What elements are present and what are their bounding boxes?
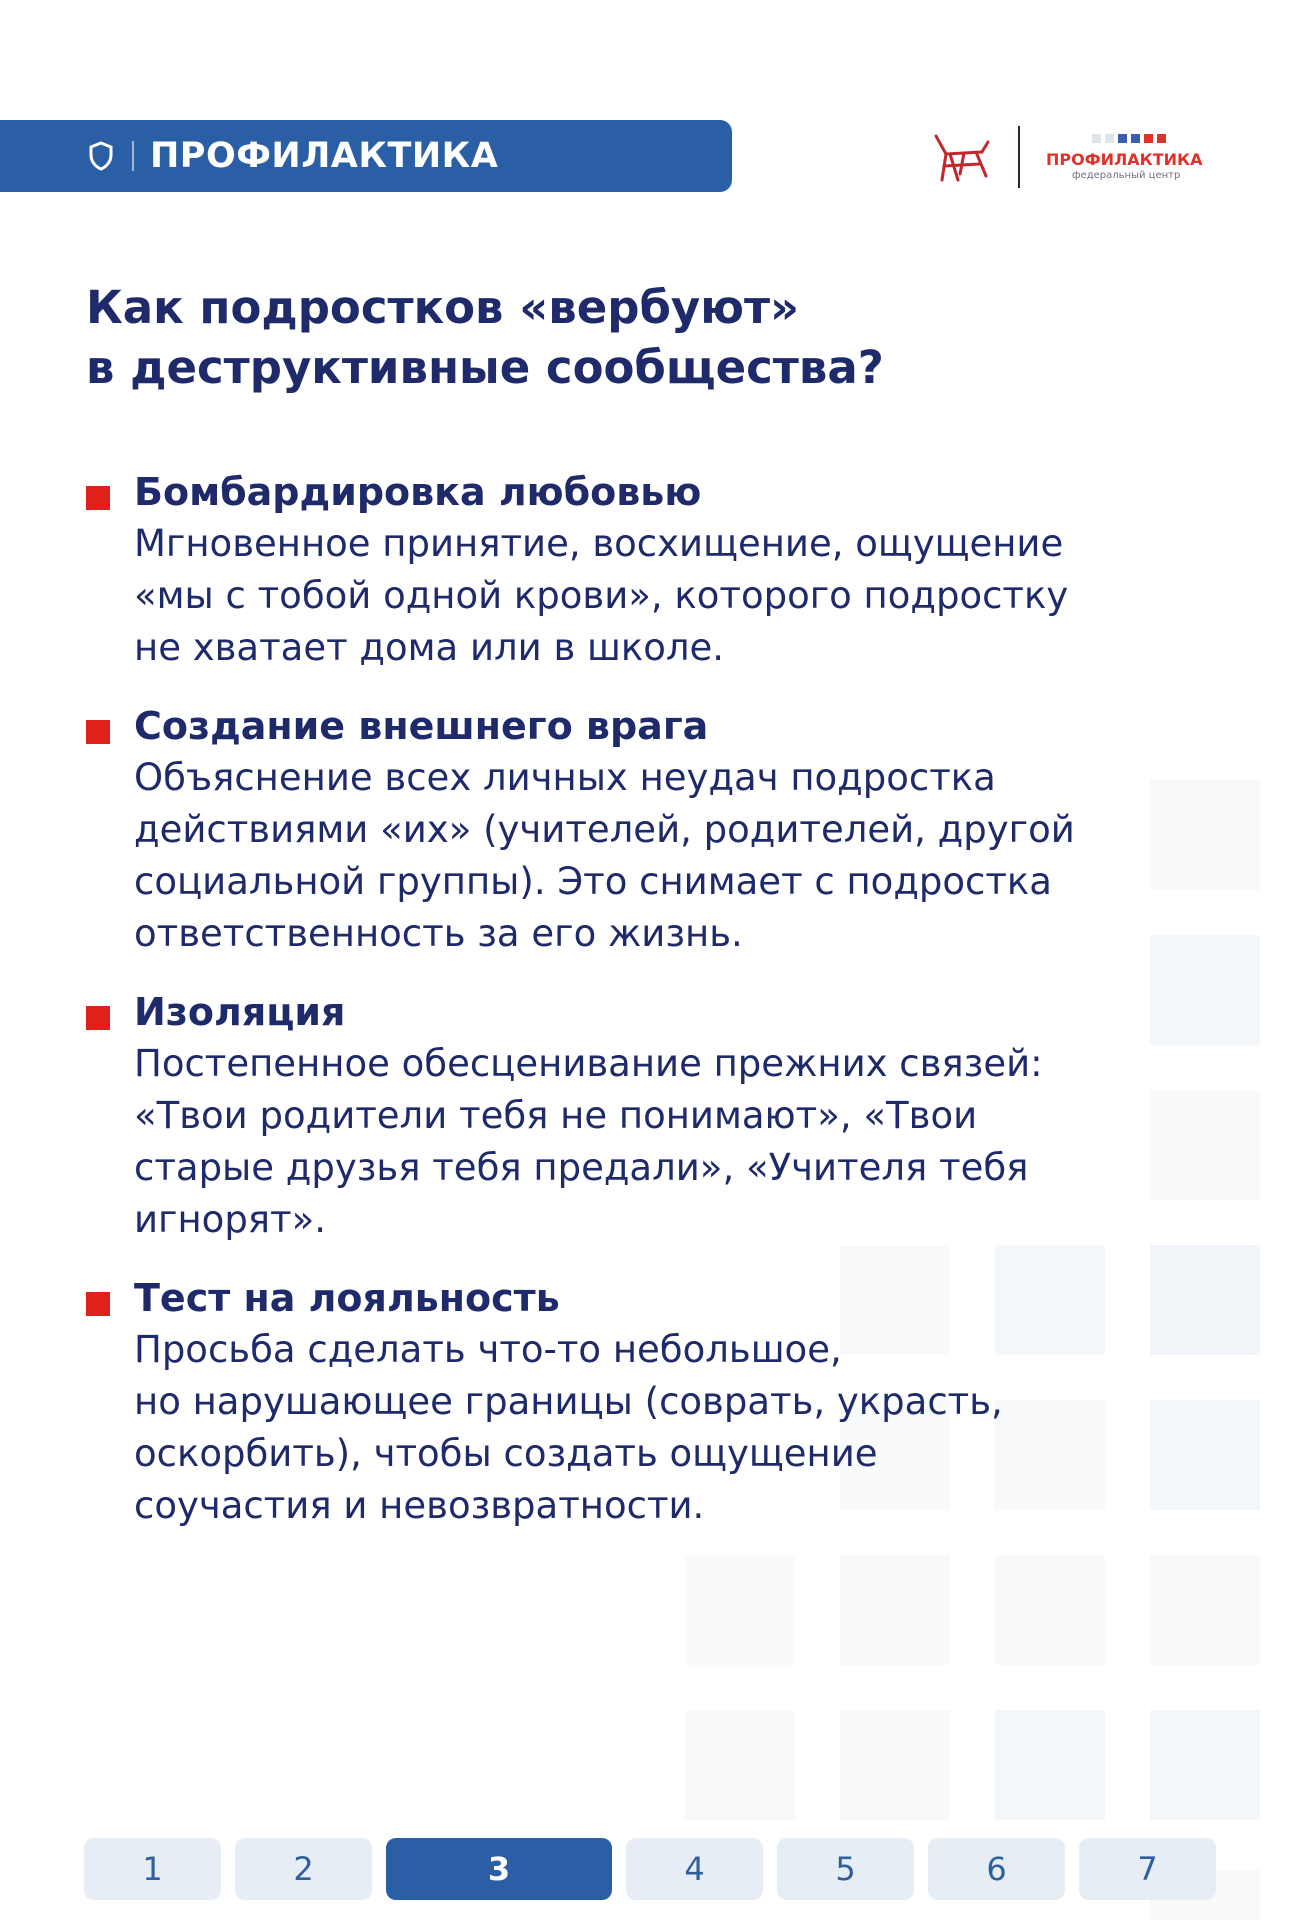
page-button-6[interactable]: 6 <box>928 1838 1065 1900</box>
tactic-title: Тест на лояльность <box>134 1276 560 1320</box>
header-banner <box>0 120 732 192</box>
description-line: Просьба сделать что-то небольшое, <box>134 1328 842 1371</box>
pagination <box>84 1838 1220 1902</box>
tactic-item <box>86 700 1226 960</box>
tactic-title: Бомбардировка любовью <box>134 470 702 514</box>
description-line: Мгновенное принятие, восхищение, ощущение <box>134 522 1064 565</box>
page-button-5[interactable]: 5 <box>777 1838 914 1900</box>
red-square-bullet-icon <box>86 1292 110 1316</box>
page-button-4[interactable]: 4 <box>626 1838 763 1900</box>
tactic-description <box>134 518 1226 674</box>
description-line: социальной группы). Это снимает с подростка <box>134 860 1052 903</box>
logo-divider <box>1018 126 1020 188</box>
description-line: но нарушающее границы (соврать, украсть, <box>134 1380 1003 1423</box>
tactic-item <box>86 466 1226 674</box>
page-button-3-current[interactable]: 3 <box>386 1838 612 1900</box>
logo-subtitle: федеральный центр <box>1072 170 1181 181</box>
page-title <box>86 278 1136 398</box>
tactic-title: Изоляция <box>134 990 346 1034</box>
tactics-list <box>86 466 1226 1558</box>
tactic-description <box>134 1038 1226 1246</box>
description-line: не хватает дома или в школе. <box>134 626 725 669</box>
page-button-1[interactable]: 1 <box>84 1838 221 1900</box>
logo-name: ПРОФИЛАКТИКА <box>1046 150 1203 169</box>
header-brand: ПРОФИЛАКТИКА <box>150 136 499 176</box>
tactic-title: Создание внешнего врага <box>134 704 709 748</box>
page-button-7[interactable]: 7 <box>1079 1838 1216 1900</box>
tactic-item <box>86 1272 1226 1532</box>
description-line: игнорят». <box>134 1198 327 1241</box>
page-title-line: Как подростков «вербуют» <box>86 281 800 334</box>
shield-icon <box>88 141 114 171</box>
emblem-icon <box>930 132 994 184</box>
description-line: оскорбить), чтобы создать ощущение <box>134 1432 878 1475</box>
description-line: соучастия и невозвратности. <box>134 1484 705 1527</box>
red-square-bullet-icon <box>86 720 110 744</box>
page-title-line: в деструктивные сообщества? <box>86 341 884 394</box>
red-square-bullet-icon <box>86 486 110 510</box>
description-line: действиями «их» (учителей, родителей, другой <box>134 808 1075 851</box>
description-line: «Твои родители тебя не понимают», «Твои <box>134 1094 978 1137</box>
description-line: Объяснение всех личных неудач подростка <box>134 756 996 799</box>
description-line: ответственность за его жизнь. <box>134 912 743 955</box>
description-line: «мы с тобой одной крови», которого подростку <box>134 574 1069 617</box>
flag-squares <box>1092 134 1166 143</box>
description-line: старые друзья тебя предали», «Учителя тебя <box>134 1146 1029 1189</box>
description-line: Постепенное обесценивание прежних связей: <box>134 1042 1043 1085</box>
page-button-2[interactable]: 2 <box>235 1838 372 1900</box>
profilaktika-logo <box>930 122 1230 192</box>
header-divider <box>132 141 134 171</box>
tactic-description <box>134 752 1226 960</box>
red-square-bullet-icon <box>86 1006 110 1030</box>
tactic-item <box>86 986 1226 1246</box>
tactic-description <box>134 1324 1226 1532</box>
